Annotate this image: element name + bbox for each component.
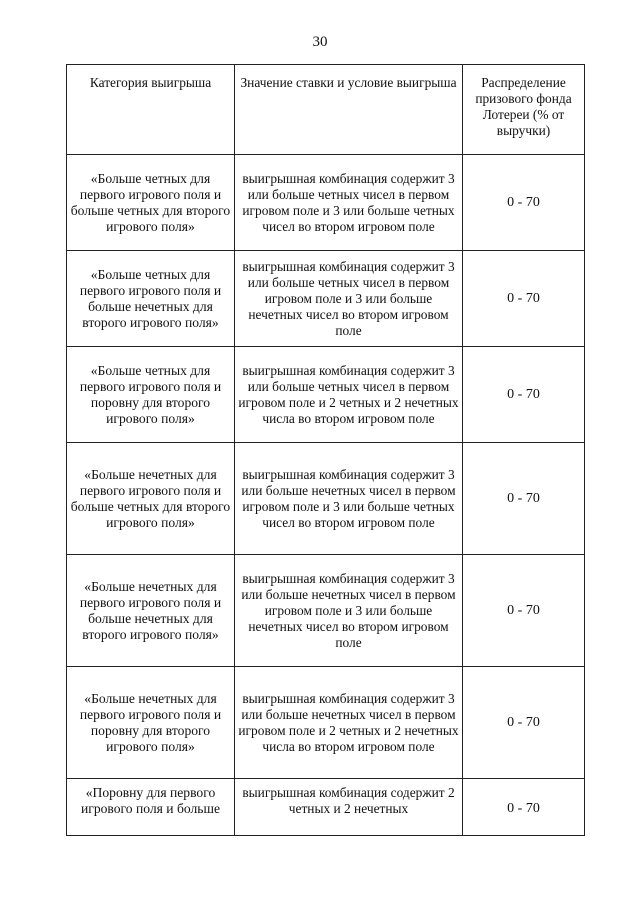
table-row [67,555,585,667]
share-cell: 0 - 70 [463,779,585,836]
share-cell: 0 - 70 [463,667,585,779]
condition-cell: выигрышная комбинация содержит 2 четных и 2 нечетных [235,779,463,836]
category-cell: «Больше нечетных для первого игрового поля и больше нечетных для второго игрового поля» [67,555,235,667]
table-row [67,779,585,836]
share-cell: 0 - 70 [463,251,585,347]
table-row [67,667,585,779]
condition-cell: выигрышная комбинация содержит 3 или больше нечетных чисел в первом игровом поле и 3 или больше нечетных чисел во втором игровом поле [235,555,463,667]
condition-cell: выигрышная комбинация содержит 3 или больше нечетных чисел в первом игровом поле и 2 четных и 2 нечетных числа во втором игровом поле [235,667,463,779]
category-cell: «Больше четных для первого игрового поля и больше нечетных для второго игрового поля» [67,251,235,347]
share-cell: 0 - 70 [463,555,585,667]
prize-distribution-table [66,64,585,836]
table-row [67,443,585,555]
condition-cell: выигрышная комбинация содержит 3 или больше четных чисел в первом игровом поле и 2 четных и 2 нечетных числа во втором игровом поле [235,347,463,443]
header-condition: Значение ставки и условие выигрыша [235,65,463,155]
share-cell: 0 - 70 [463,443,585,555]
condition-cell: выигрышная комбинация содержит 3 или больше нечетных чисел в первом игровом поле и 3 или больше четных чисел во втором игровом поле [235,443,463,555]
table-header-row [67,65,585,155]
page-number: 30 [312,34,328,50]
category-cell: «Поровну для первого игрового поля и больше [67,779,235,836]
category-cell: «Больше нечетных для первого игрового поля и поровну для второго игрового поля» [67,667,235,779]
share-cell: 0 - 70 [463,347,585,443]
table-row [67,347,585,443]
category-cell: «Больше четных для первого игрового поля и больше четных для второго игрового поля» [67,155,235,251]
condition-cell: выигрышная комбинация содержит 3 или больше четных чисел в первом игровом поле и 3 или больше четных чисел во втором игровом поле [235,155,463,251]
category-cell: «Больше четных для первого игрового поля и поровну для второго игрового поля» [67,347,235,443]
table-row [67,251,585,347]
category-cell: «Больше нечетных для первого игрового поля и больше четных для второго игрового поля» [67,443,235,555]
header-category: Категория выигрыша [67,65,235,155]
share-cell: 0 - 70 [463,155,585,251]
header-share: Распределение призового фонда Лотереи (% от выручки) [463,65,585,155]
condition-cell: выигрышная комбинация содержит 3 или больше четных чисел в первом игровом поле и 3 или больше нечетных чисел во втором игровом поле [235,251,463,347]
table-row [67,155,585,251]
